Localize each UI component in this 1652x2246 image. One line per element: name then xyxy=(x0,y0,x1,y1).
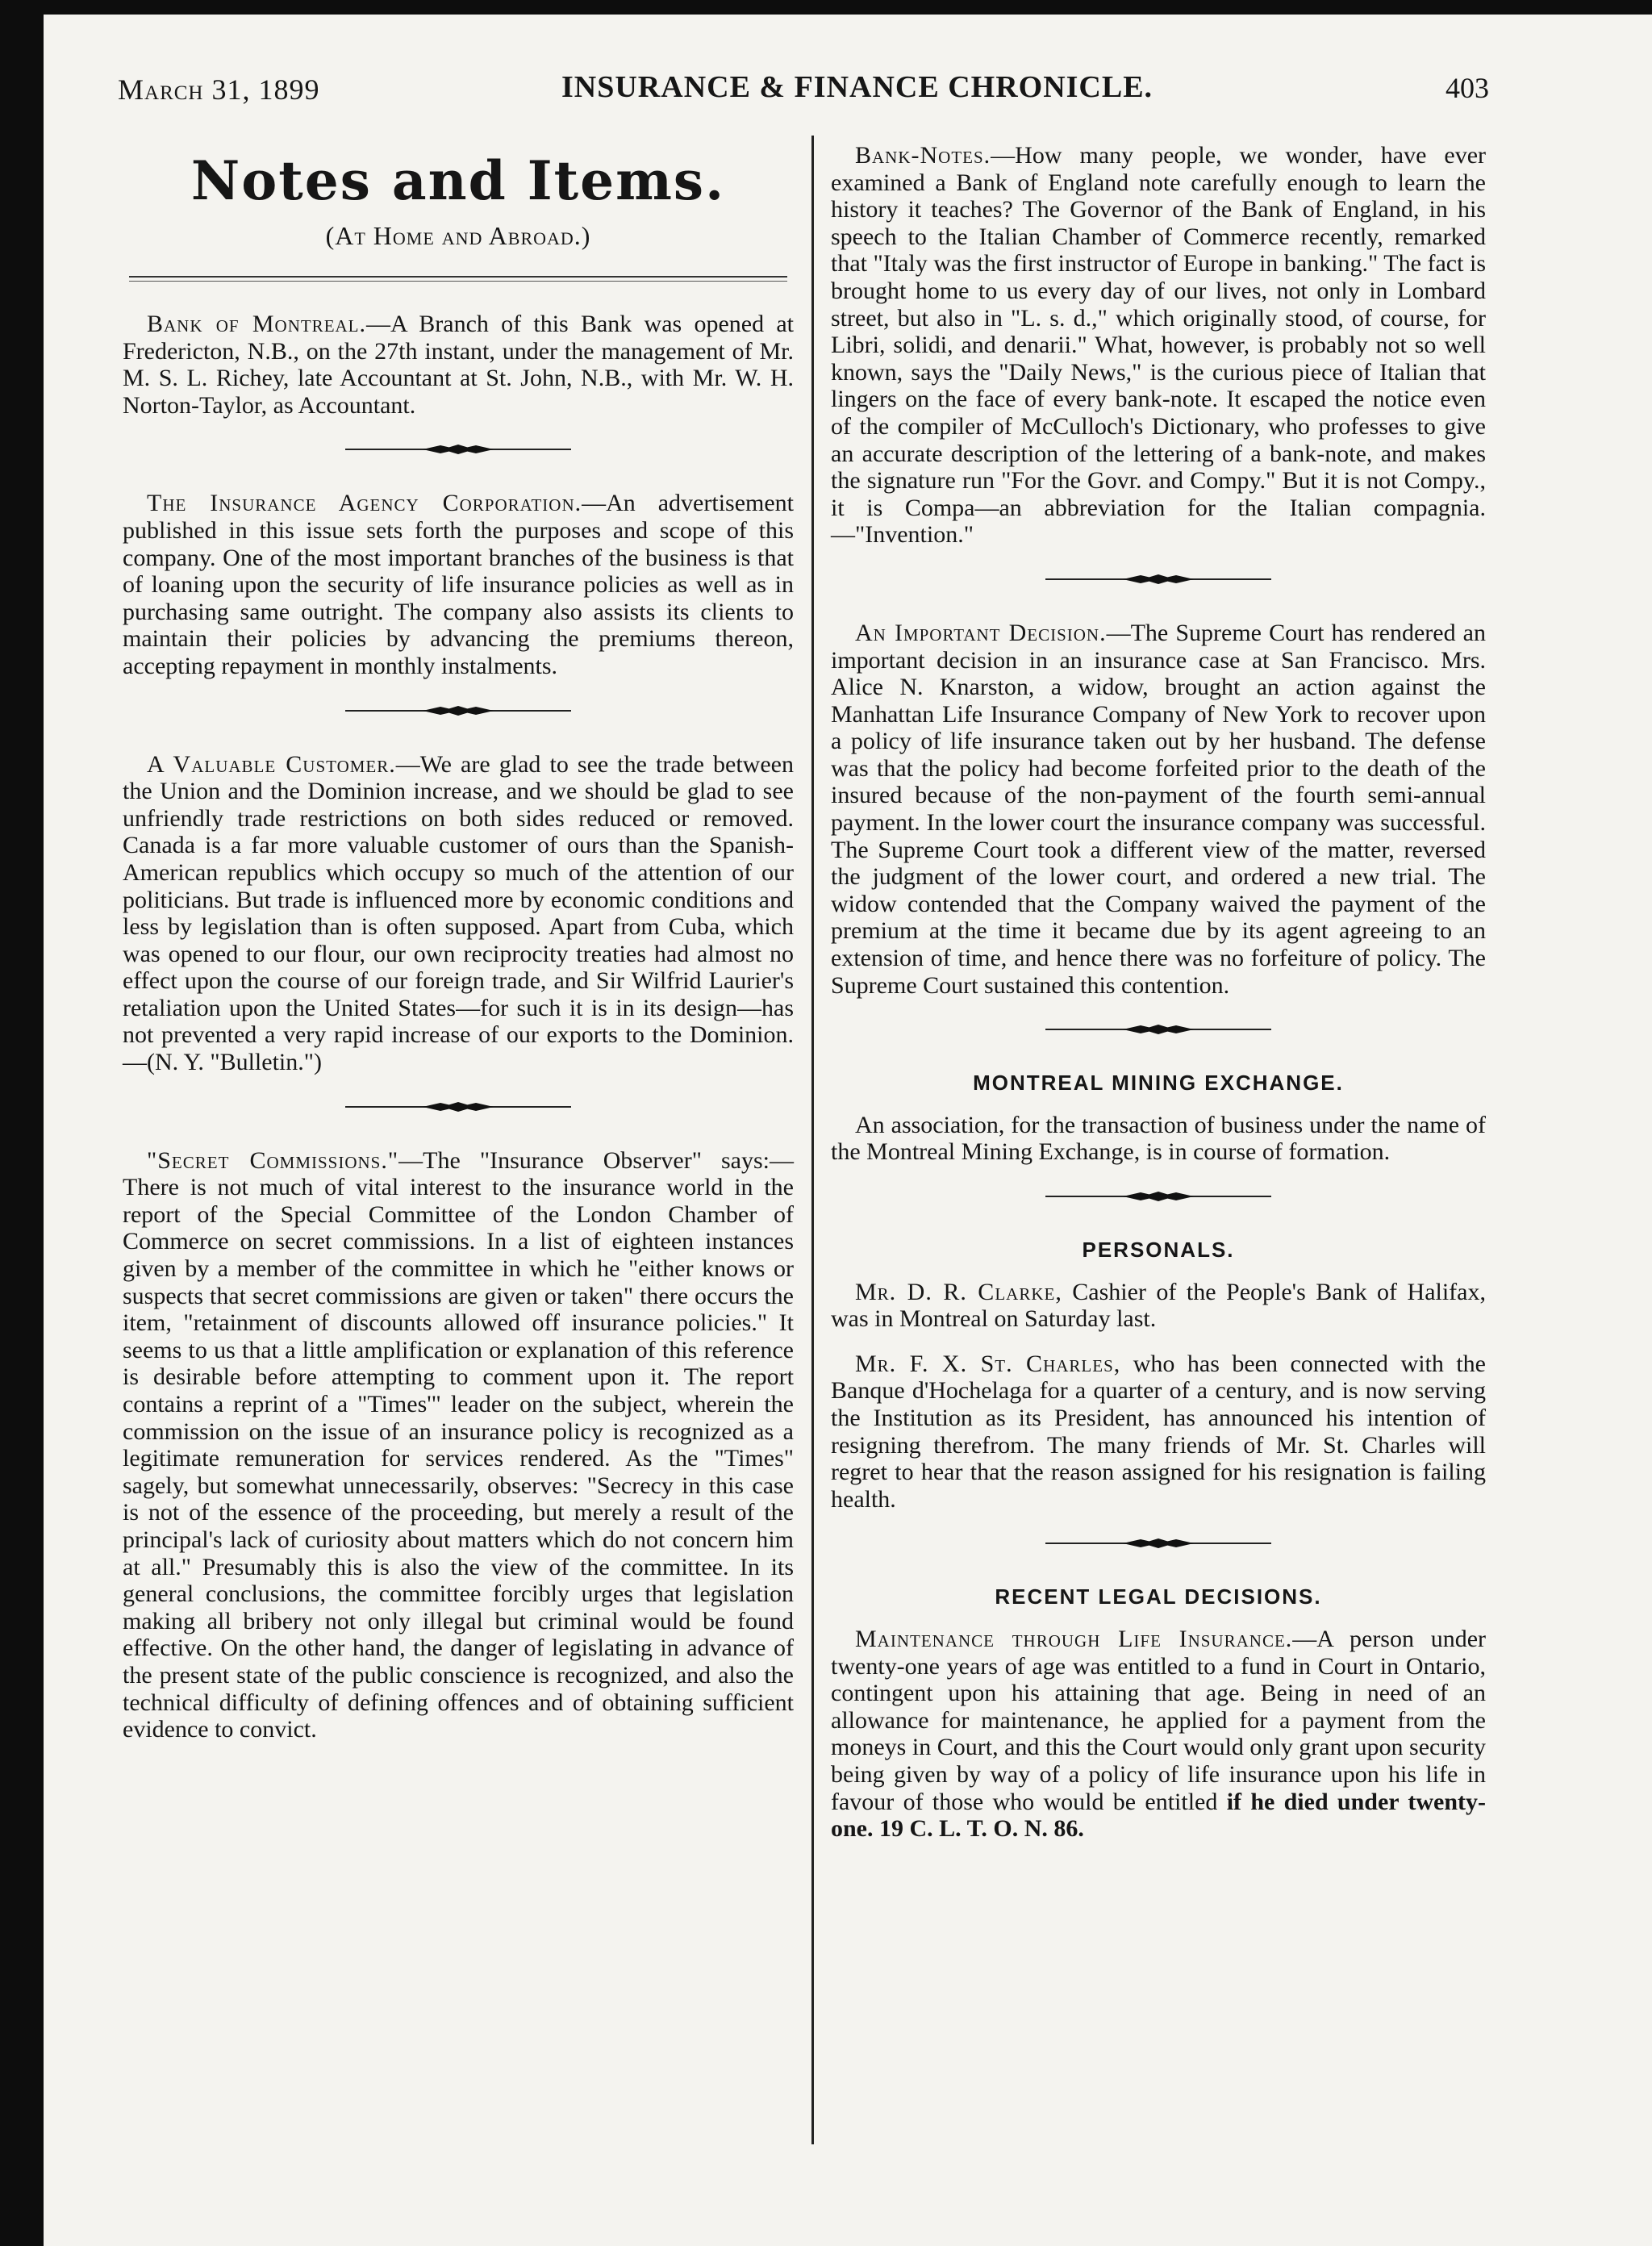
left-column xyxy=(123,144,794,1743)
article-valuable-customer xyxy=(123,751,794,1076)
issue-date: March 31, 1899 xyxy=(118,73,320,106)
right-column xyxy=(831,142,1486,1843)
article-body: —The "Insurance Observer" says:—There is not much of vital interest to the insurance world in the report of the Special Committee of the London Chamber of Commerce on secret commissions. In a list of eighteen instances given by a member of the committee in which he "either knows or suspects that secret commissions are given or taken" there occurs the item, "retainment of discounts allowed off insurance policies." It seems to us that a little amplification or explanation of this reference is desirable before attempting to comment upon it. The report contains a reprint of a "Times'" leader on the subject, wherein the commission on the issue of an insurance policy is recognized as a legitimate remuneration for services rendered. As the "Times" sagely, but somewhat unnecessarily, observes: "Secrecy in this case is not of the essence of the proceeding, but merely a result of the principal's lack of curiosity about matters which do not concern him at all." Presumably this is also the view of the committee. In its general conclusions, the committee forcibly urges that legislation making all bribery not only illegal but criminal would be found effective. On the other hand, the danger of legislating in advance of the present state of the public conscience is recognized, and also the technical difficulty of defining offences and of obtaining sufficient evidence to convict. xyxy=(123,1146,794,1743)
article-lead: Mr. F. X. St. Charles, xyxy=(855,1350,1121,1377)
page-header xyxy=(118,66,1489,115)
article-secret-commissions xyxy=(123,1147,794,1743)
masthead-subtitle: (At Home and Abroad.) xyxy=(325,221,591,250)
article-body: —A person under twenty-one years of age was entitled to a fund in Court in Ontario, contingent upon his attaining that age. Being in need of an allowance for maintenance, he applied for a payment from the moneys in Court, and this the Court would only grant upon security being given by way of a policy of life insurance upon his life in favour of those who would be entitled xyxy=(831,1625,1486,1815)
article-body: Cashier of the People's Bank of Halifax, was in Montreal on Saturday last. xyxy=(831,1278,1486,1333)
article-body: —How many people, we wonder, have ever examined a Bank of England note carefully enough to learn the history it teaches? The Governor of the Bank of England, in his speech to the Italian Chamber of Commerce recently, remarked that "Italy was the first instructor of Europe in banking." The fact is brought home to us every day of our lives, not only in Lombard street, but also in "L. s. d.," which originally stood, of course, for Libri, solidi, and denarii." What, however, is probably not so well known, says the "Daily News," is the curious piece of Italian that lingers on the face of every bank-note. It escaped the notice even of the compiler of McCulloch's Dictionary, who professes to give an accurate description of the lettering of a bank-note, and makes the signature run "For the Govr. and Compy." But it is not Compy., it is Compa—an abbreviation for the Italian compagnia.—"Invention." xyxy=(831,142,1486,549)
column-divider xyxy=(811,136,814,2144)
article-insurance-agency xyxy=(123,490,794,679)
ornament-divider xyxy=(831,571,1486,587)
article-body: —We are glad to see the trade between the Union and the Dominion increase, and we should be glad to see unfriendly trade restrictions on both sides reduced or removed. Canada is a far more valuable customer of ours than the Spanish-American republics which occupy so much of the attention of our politicians. But trade is influenced more by economic conditions and less by legislation than is often supposed. Apart from Cuba, which was opened to our flour, our own reciprocity treaties had almost no effect upon the course of our foreign trade, and Sir Wilfrid Laurier's retaliation upon the United States—for such it is in its design—has not prevented a very rapid increase of our exports to the Dominion.—(N. Y. "Bulletin.") xyxy=(123,750,794,1076)
article-lead: Bank of Montreal. xyxy=(147,311,367,337)
article-lead: An Important Decision. xyxy=(855,619,1107,646)
article-important-decision xyxy=(831,620,1486,999)
article-lead: Mr. D. R. Clarke, xyxy=(855,1278,1062,1305)
article-lead: Maintenance through Life Insurance. xyxy=(855,1625,1293,1652)
page-number: 403 xyxy=(1446,72,1489,104)
section-heading-legal-decisions: RECENT LEGAL DECISIONS. xyxy=(995,1584,1322,1609)
article-mining-exchange: An association, for the transaction of business under the name of the Montreal Mining Exchange, is in course of formation. xyxy=(831,1111,1486,1166)
article-lead: Bank-Notes. xyxy=(855,142,991,169)
article-body: —An advertisement published in this issue sets forth the purposes and scope of this company. One of the most important branches of the business is that of loaning upon the security of life insurance policies as well as in purchasing same outright. The company also assists its clients to maintain their policies by advancing the premiums thereon, accepting repayment in monthly instalments. xyxy=(123,490,794,679)
masthead-title: Notes and Items. xyxy=(190,149,726,212)
article-body: —A Branch of this Bank was opened at Fredericton, N.B., on the 27th instant, under the management of Mr. M. S. L. Richey, late Accountant at St. John, N.B., with Mr. W. H. Norton-Taylor, as Accountant. xyxy=(123,311,794,419)
article-bank-notes xyxy=(831,142,1486,549)
article-citation: if he died under twenty-one. 19 C. L. T. O. N. 86. xyxy=(831,1788,1487,1843)
article-lead: "Secret Commissions." xyxy=(147,1146,399,1174)
article-body: who has been connected with the Banque d'Hochelaga for a quarter of a century, and is now serving the Institution as its President, has announced his intention of resigning therefrom. The many friends of Mr. St. Charles will regret to hear that the reason assigned for his resignation is failing health. xyxy=(831,1350,1486,1513)
personal-item-st-charles xyxy=(831,1351,1486,1513)
ornament-divider xyxy=(123,1099,794,1115)
section-heading-personals: PERSONALS. xyxy=(1082,1238,1235,1262)
personal-item-clarke xyxy=(831,1279,1486,1333)
article-bank-of-montreal xyxy=(123,311,794,419)
article-lead: The Insurance Agency Corporation. xyxy=(147,490,582,517)
ornament-divider xyxy=(123,441,794,457)
newspaper-page xyxy=(44,15,1652,2246)
ornament-divider xyxy=(831,1021,1486,1037)
ornament-divider xyxy=(831,1535,1486,1551)
article-lead: A Valuable Customer. xyxy=(147,750,396,778)
ornament-divider xyxy=(123,703,794,719)
section-heading-mining-exchange: MONTREAL MINING EXCHANGE. xyxy=(973,1071,1344,1096)
article-body: —The Supreme Court has rendered an important decision in an insurance case at San Francisco. Mrs. Alice N. Knarston, a widow, brought an action against the Manhattan Life Insurance Company of New York to recover upon a policy of life insurance taken out by her husband. The defense was that the policy had become forfeited prior to the death of the insured because of the non-payment of the fourth semi-annual payment. In the lower court the insurance company was successful. The Supreme Court took a different view of the matter, reversed the judgment of the lower court, and ordered a new trial. The widow contended that the Company waived the payment of the premium at the time it became due by its agent agreeing to an extension of time, and hence there was no forfeiture of policy. The Supreme Court sustained this contention. xyxy=(831,619,1486,999)
ornament-divider xyxy=(831,1188,1486,1204)
publication-title: INSURANCE & FINANCE CHRONICLE. xyxy=(561,70,1153,104)
article-maintenance-life-insurance xyxy=(831,1626,1486,1843)
masthead-rule xyxy=(129,276,787,282)
